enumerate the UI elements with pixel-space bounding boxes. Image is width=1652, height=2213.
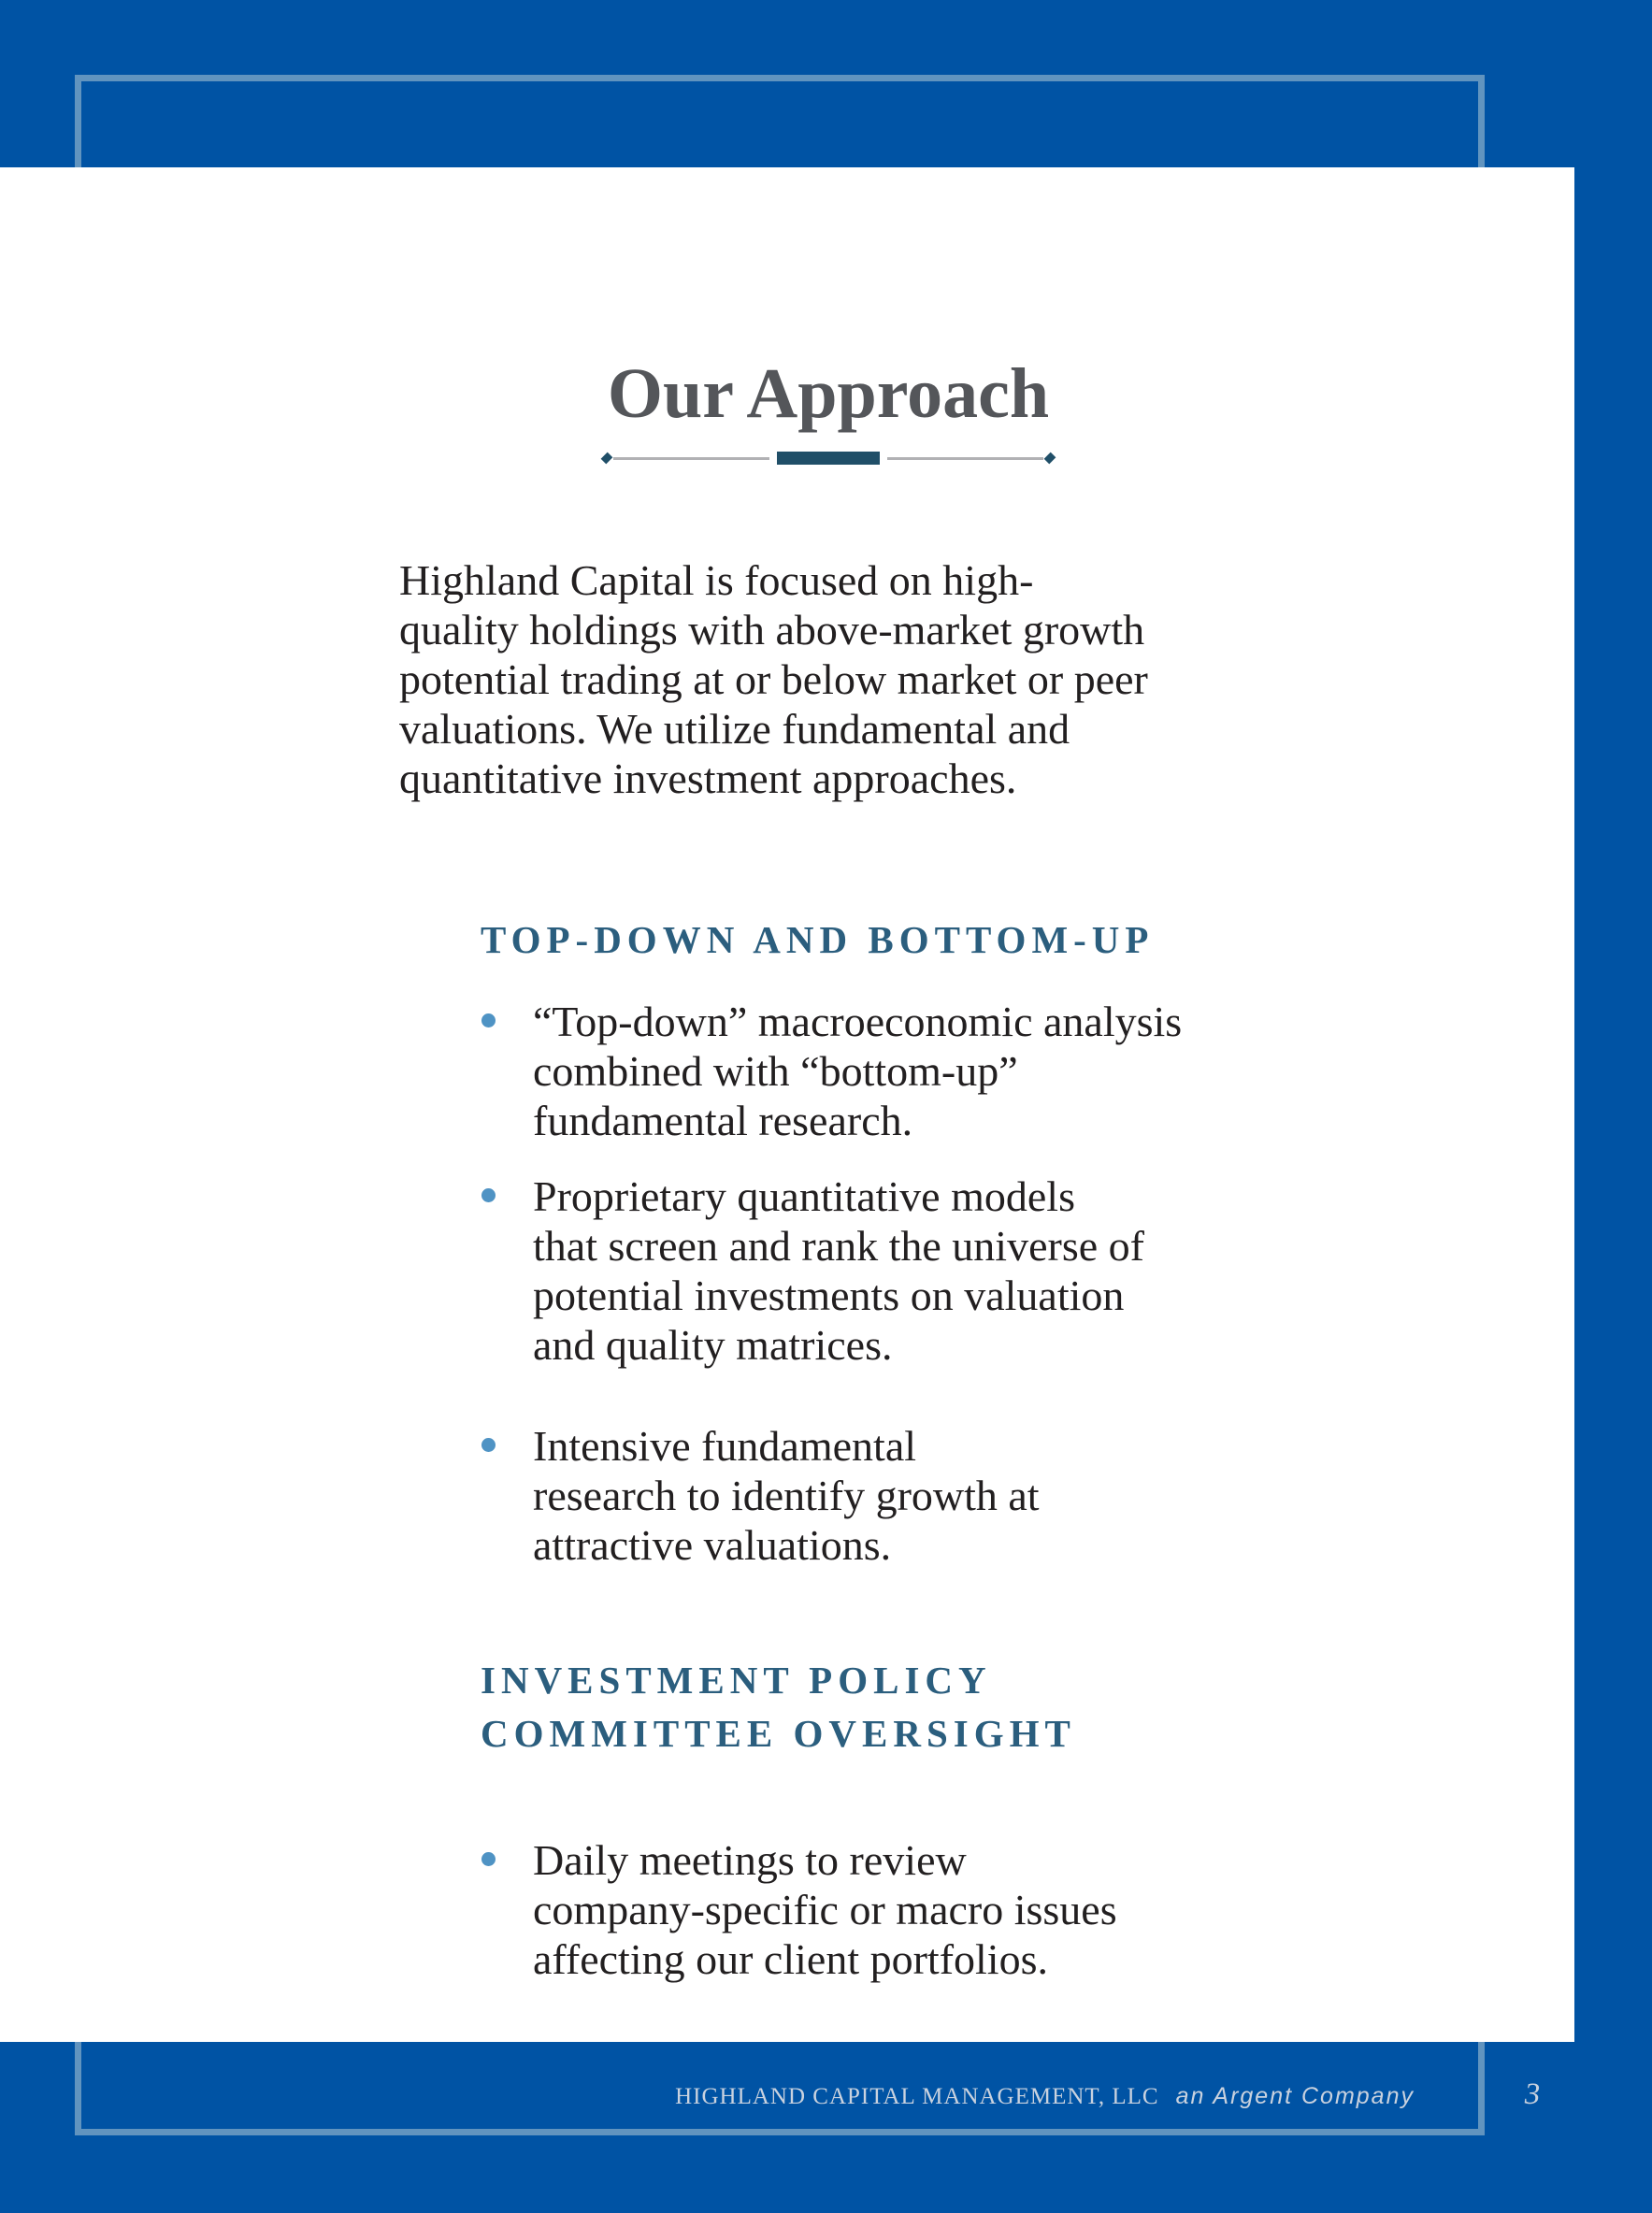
bullet-item (481, 997, 1182, 1145)
bullet-line: affecting our client portfolios. (533, 1935, 1048, 1983)
section-heading-top-down (481, 913, 1154, 967)
bullet-line: combined with “bottom-up” (533, 1047, 1018, 1095)
divider-line (887, 457, 1043, 460)
intro-line: potential trading at or below market or peer (399, 655, 1148, 703)
bullet-line: and quality matrices. (533, 1321, 893, 1369)
section-heading-line: COMMITTEE OVERSIGHT (481, 1712, 1076, 1755)
bullet-dot-icon (481, 1438, 496, 1452)
bullet-line: company-specific or macro issues (533, 1886, 1117, 1933)
section-heading-investment-policy (481, 1654, 1076, 1760)
intro-line: quality holdings with above-market growth (399, 606, 1145, 654)
section-heading-line: INVESTMENT POLICY (481, 1659, 992, 1702)
bullet-text (533, 1421, 1040, 1570)
bullet-list-top-down (481, 997, 1182, 1570)
bullet-line: research to identify growth at (533, 1472, 1040, 1519)
bullet-text (533, 1835, 1117, 1984)
bullet-text (533, 997, 1182, 1145)
section-heading-line: TOP-DOWN AND BOTTOM-UP (481, 918, 1155, 961)
bullet-item (481, 1835, 1117, 1984)
bullet-line: Daily meetings to review (533, 1836, 967, 1884)
bullet-dot-icon (481, 1852, 496, 1866)
bullet-line: attractive valuations. (533, 1521, 892, 1569)
bullet-dot-icon (481, 1188, 496, 1202)
divider-diamond-icon (601, 453, 613, 465)
intro-line: quantitative investment approaches. (399, 754, 1017, 802)
intro-paragraph (399, 555, 1148, 803)
bullet-line: potential investments on valuation (533, 1272, 1125, 1319)
bullet-dot-icon (481, 1013, 496, 1027)
bullet-line: Intensive fundamental (533, 1422, 917, 1470)
bullet-list-investment-policy (481, 1835, 1117, 1984)
bullet-text (533, 1171, 1144, 1370)
bullet-line: “Top-down” macroeconomic analysis (533, 998, 1183, 1045)
intro-line: Highland Capital is focused on high- (399, 556, 1034, 604)
bullet-item (481, 1171, 1182, 1370)
bullet-line: fundamental research. (533, 1097, 913, 1144)
bullet-line: Proprietary quantitative models (533, 1172, 1075, 1220)
divider-diamond-icon (1044, 453, 1056, 465)
page-number: 3 (1524, 2077, 1541, 2111)
bullet-line: that screen and rank the universe of (533, 1222, 1144, 1270)
title-divider (399, 450, 1257, 467)
divider-line (613, 457, 769, 460)
divider-center-bar (777, 452, 880, 465)
footer-company-name: HIGHLAND CAPITAL MANAGEMENT, LLC (675, 2084, 1159, 2109)
footer-tagline: an Argent Company (1175, 2083, 1415, 2109)
page-title: Our Approach (607, 353, 1050, 433)
footer (675, 2083, 1415, 2110)
bullet-item (481, 1421, 1182, 1570)
intro-line: valuations. We utilize fundamental and (399, 705, 1070, 753)
